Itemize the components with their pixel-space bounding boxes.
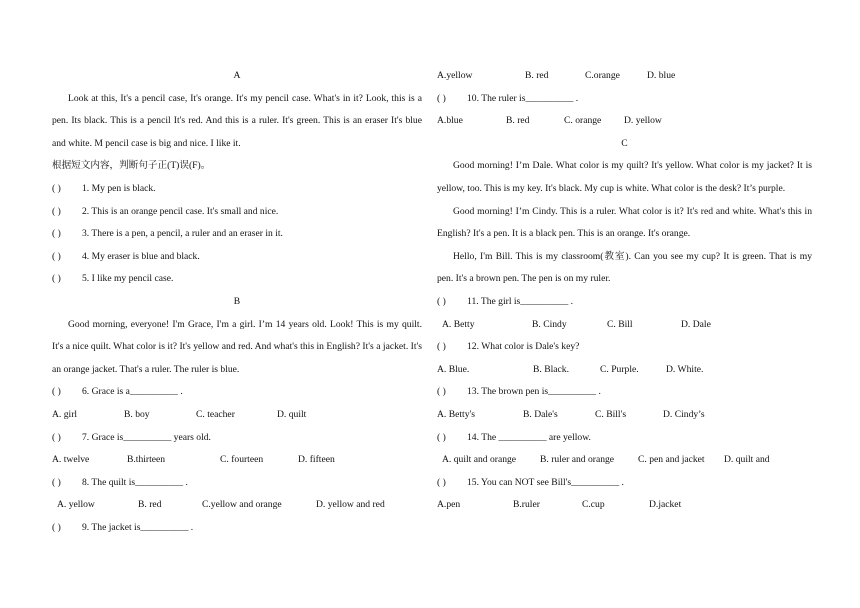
question-14 [437, 427, 812, 450]
question-10 [437, 88, 812, 111]
section-b-passage: Good morning, everyone! I'm Grace, I'm a girl. I’m 14 years old. Look! This is my quilt. It's a nice quilt. What color is it? It's yellow and red. And what's this in English? It's a jacket. It's an orange jacket. That's a ruler. The ruler is blue. [52, 318, 422, 375]
option-a[interactable]: A.yellow [437, 70, 473, 81]
option-d[interactable]: D. Cindy’s [663, 408, 705, 420]
option-d[interactable]: D. quilt [277, 408, 307, 420]
question-9 [52, 517, 422, 540]
answer-bracket[interactable]: ( ) [52, 476, 61, 488]
answer-bracket[interactable]: ( ) [437, 386, 446, 398]
option-a[interactable]: A. Betty [442, 318, 475, 330]
option-d[interactable]: D. fifteen [298, 454, 335, 466]
question-15 [437, 472, 812, 495]
option-b[interactable]: B. red [138, 499, 162, 511]
section-a-instruction: 根据短文内容，判断句子正(T)误(F)。 [52, 160, 211, 172]
option-a[interactable]: A. Betty's [437, 408, 475, 420]
option-a[interactable]: A.blue [437, 115, 463, 127]
answer-bracket[interactable]: ( ) [437, 476, 446, 488]
option-d[interactable]: D.jacket [649, 499, 682, 511]
option-d[interactable]: D. White. [666, 363, 704, 375]
question-text: 5. I like my pencil case. [82, 273, 174, 285]
answer-bracket[interactable]: ( ) [52, 182, 61, 194]
question-11 [437, 291, 812, 314]
section-c-heading: C [621, 137, 628, 149]
option-c[interactable]: C. Bill's [595, 408, 627, 420]
option-d[interactable]: D. quilt and [724, 454, 770, 466]
section-a-passage: Look at this, It's a pencil case, It's orange. It's my pencil case. What's in it? Look, this is a pen. Its black. This is a pencil It's red. And this is a ruler. It's green. This is an eraser It's blue and white. M pencil case is big and nice. I like it. [52, 92, 422, 149]
answer-bracket[interactable]: ( ) [52, 228, 61, 240]
question-text: 2. This is an orange pencil case. It's small and nice. [82, 205, 279, 217]
option-c[interactable]: C. orange [564, 115, 602, 127]
question-4 [52, 246, 422, 269]
left-column [52, 65, 422, 539]
right-column [437, 65, 812, 517]
section-a-heading: A [233, 70, 241, 81]
answer-bracket[interactable]: ( ) [437, 295, 446, 307]
option-a[interactable]: A. girl [52, 408, 78, 420]
section-c-paragraph-3: Hello, I'm Bill. This is my classroom(教室). Can you see my cup? It is green. That is my pen. It's a brown pen. The pen is on my ruler. [437, 250, 812, 285]
option-c[interactable]: C. teacher [196, 408, 235, 420]
question-text: 15. You can NOT see Bill's__________ . [467, 476, 624, 488]
option-a[interactable]: A. Blue. [437, 363, 470, 375]
question-8-options [52, 494, 422, 517]
question-text: 7. Grace is__________ years old. [82, 431, 211, 443]
section-c-paragraph-1: Good morning! I’m Dale. What color is my quilt? It's yellow. What color is my jacket? It is yellow, too. This is my key. It's black. My cup is white. What color is the desk? It’s purple. [437, 160, 812, 194]
question-1 [52, 178, 422, 201]
answer-bracket[interactable]: ( ) [52, 250, 61, 262]
answer-bracket[interactable]: ( ) [437, 92, 446, 104]
question-2 [52, 201, 422, 224]
question-6-options [52, 404, 422, 427]
question-11-options [437, 314, 812, 337]
option-b[interactable]: B.ruler [513, 499, 540, 511]
question-13-options [437, 404, 812, 427]
option-b[interactable]: B. red [525, 70, 549, 81]
option-b[interactable]: B. ruler and orange [540, 454, 615, 466]
question-7-options [52, 449, 422, 472]
option-d[interactable]: D. yellow and red [316, 499, 385, 511]
question-13 [437, 381, 812, 404]
option-c[interactable]: C.orange [585, 70, 620, 81]
option-b[interactable]: B. Cindy [532, 318, 567, 330]
option-c[interactable]: C. pen and jacket [638, 454, 705, 466]
question-14-options [437, 449, 812, 472]
question-text: 9. The jacket is__________ . [82, 521, 194, 533]
section-b-heading: B [233, 295, 241, 307]
option-b[interactable]: B. Dale's [523, 408, 558, 420]
question-6 [52, 381, 422, 404]
answer-bracket[interactable]: ( ) [52, 431, 61, 443]
question-text: 4. My eraser is blue and black. [82, 250, 200, 262]
question-text: 1. My pen is black. [82, 182, 156, 194]
option-a[interactable]: A.pen [437, 499, 461, 511]
question-9-options [437, 65, 812, 88]
question-12 [437, 336, 812, 359]
option-b[interactable]: B. red [506, 115, 530, 127]
question-text: 10. The ruler is__________ . [467, 92, 579, 104]
option-c[interactable]: C.cup [582, 499, 605, 511]
question-8 [52, 472, 422, 495]
option-a[interactable]: A. quilt and orange [442, 454, 517, 466]
question-text: 6. Grace is a__________ . [82, 386, 183, 398]
option-d[interactable]: D. Dale [681, 318, 711, 330]
answer-bracket[interactable]: ( ) [52, 386, 61, 398]
option-c[interactable]: C.yellow and orange [202, 499, 282, 511]
question-text: 13. The brown pen is__________ . [467, 386, 601, 398]
option-b[interactable]: B. boy [124, 408, 150, 420]
answer-bracket[interactable]: ( ) [52, 273, 61, 285]
option-d[interactable]: D. blue [647, 70, 676, 81]
question-text: 12. What color is Dale's key? [467, 341, 580, 353]
question-text: 8. The quilt is__________ . [82, 476, 188, 488]
question-15-options [437, 494, 812, 517]
option-d[interactable]: D. yellow [624, 115, 662, 127]
option-c[interactable]: C. fourteen [220, 454, 264, 466]
answer-bracket[interactable]: ( ) [437, 431, 446, 443]
option-b[interactable]: B. Black. [533, 363, 569, 375]
option-a[interactable]: A. yellow [57, 499, 95, 511]
question-3 [52, 223, 422, 246]
question-7 [52, 427, 422, 450]
answer-bracket[interactable]: ( ) [52, 521, 61, 533]
option-c[interactable]: C. Purple. [600, 363, 639, 375]
question-10-options [437, 110, 812, 133]
option-b[interactable]: B.thirteen [127, 454, 166, 466]
section-c-paragraph-2: Good morning! I’m Cindy. This is a ruler. What color is it? It's red and white. What's this in English? It's a pen. It is a black pen. This is an orange. It's orange. [437, 205, 812, 240]
option-c[interactable]: C. Bill [607, 318, 633, 330]
answer-bracket[interactable]: ( ) [52, 205, 61, 217]
question-12-options [437, 359, 812, 382]
question-text: 11. The girl is__________ . [467, 295, 574, 307]
option-a[interactable]: A. twelve [52, 454, 90, 466]
answer-bracket[interactable]: ( ) [437, 341, 446, 353]
question-text: 14. The __________ are yellow. [467, 431, 591, 443]
question-text: 3. There is a pen, a pencil, a ruler and an eraser in it. [82, 228, 283, 240]
question-5 [52, 268, 422, 291]
